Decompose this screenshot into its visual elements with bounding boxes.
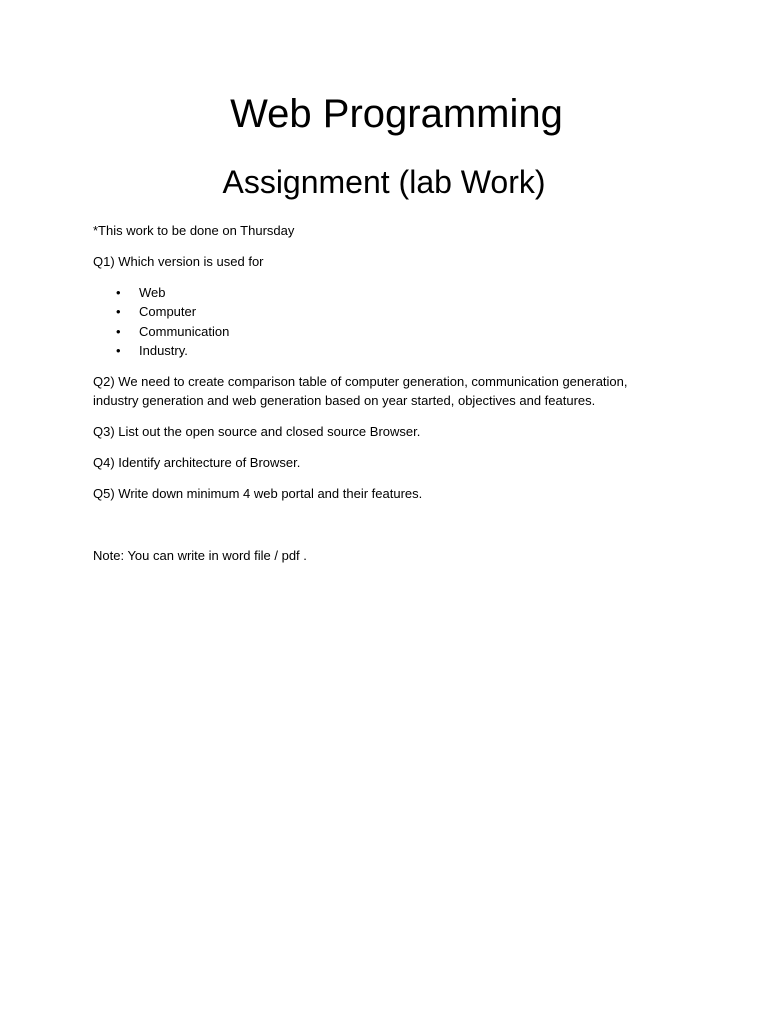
bullet-icon: • <box>116 342 121 358</box>
list-item-label: Industry. <box>139 342 188 358</box>
schedule-note: *This work to be done on Thursday <box>93 223 295 238</box>
question-3: Q3) List out the open source and closed source Browser. <box>93 424 421 439</box>
list-item <box>93 341 493 360</box>
list-item-label: Web <box>139 285 166 300</box>
page-subtitle: Assignment (lab Work) <box>222 164 546 200</box>
list-item <box>93 302 493 321</box>
question-1-list <box>93 283 493 360</box>
page-title: Web Programming <box>230 92 563 136</box>
question-5: Q5) Write down minimum 4 web portal and their features. <box>93 486 423 501</box>
list-item <box>93 322 493 341</box>
list-item-label: Computer <box>139 304 197 320</box>
submission-note: Note: You can write in word file / pdf . <box>93 548 307 563</box>
question-4: Q4) Identify architecture of Browser. <box>93 455 301 470</box>
list-item <box>93 283 493 302</box>
question-1: Q1) Which version is used for <box>93 254 264 269</box>
list-item-label: Communication <box>139 323 230 339</box>
question-2: Q2) We need to create comparison table of computer generation, communication generation, industry generation and web generation based on year started, objectives and features. <box>93 374 628 408</box>
bullet-icon: • <box>116 285 121 300</box>
bullet-icon: • <box>116 323 121 339</box>
bullet-icon: • <box>116 304 121 320</box>
